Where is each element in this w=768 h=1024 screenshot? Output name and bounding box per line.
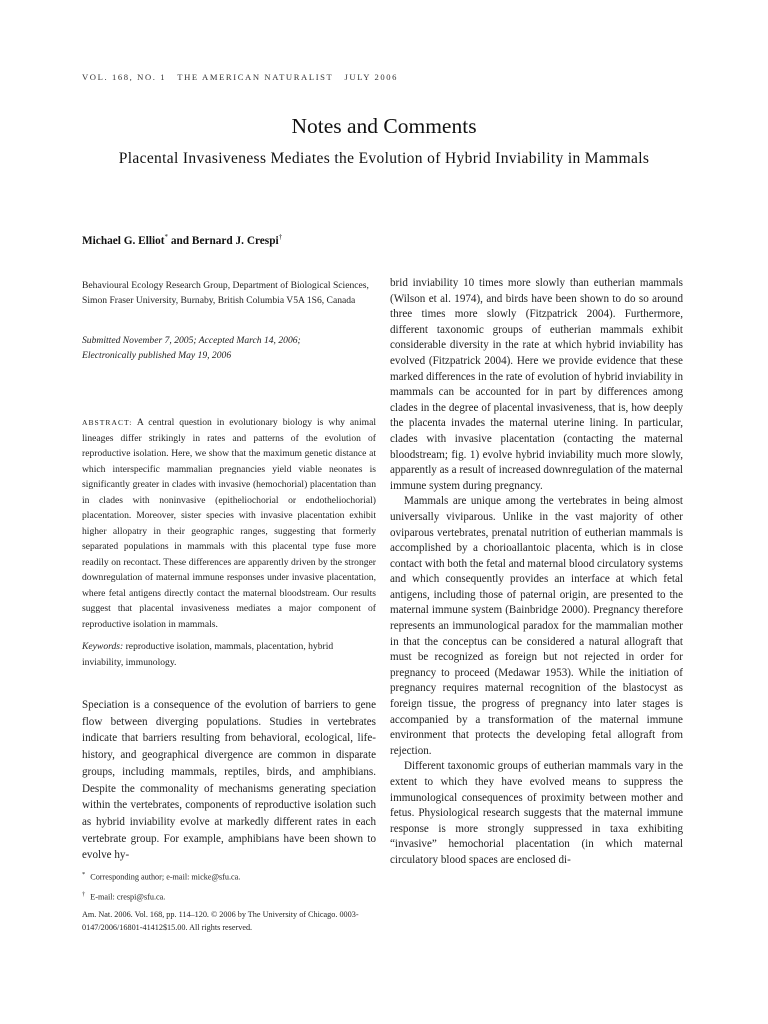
footnotes	[82, 868, 376, 938]
keywords-text: reproductive isolation, mammals, placentation, hybrid inviability, immunology.	[82, 641, 334, 668]
keywords-label: Keywords:	[82, 641, 124, 652]
footnote-mark: †	[278, 233, 283, 241]
abstract	[82, 415, 376, 632]
keywords	[82, 639, 376, 670]
body-text-left: Speciation is a consequence of the evolution of barriers to gene flow between diverging populations. Studies in vertebrates indicate that barriers resulting from behavioral, ecological, life-history, and geographical divergence are common in disparate groups, including mammals, reptiles, birds, and amphibians. Despite the commonality of mechanisms generating speciation within the vertebrates, components of reproductive isolation such as hybrid inviability evolve at markedly different rates in each vertebrate group. For example, amphibians have been shown to evolve hy-	[82, 699, 376, 862]
footnote-mark: *	[164, 233, 169, 241]
author-name: Bernard J. Crespi	[191, 234, 279, 247]
affiliation: Behavioural Ecology Research Group, Department of Biological Sciences, Simon Fraser University, Burnaby, British Columbia V5A 1S6, Canada	[82, 280, 369, 306]
citation-line: Am. Nat. 2006. Vol. 168, pp. 114–120. © 2006 by The University of Chicago. 0003-0147/2006/16801-41412$15.00. All rights reserved.	[82, 909, 359, 933]
section-title: Notes and Comments	[291, 114, 477, 138]
article-title: Placental Invasiveness Mediates the Evolution of Hybrid Inviability in Mammals	[118, 150, 650, 167]
paragraph: brid inviability 10 times more slowly than eutherian mammals (Wilson et al. 1974), and birds have been shown to do so around three times more slowly (Fitzpatrick 2004). Furthermore, different taxonomic groups of eutherian mammals exhibit considerable diversity in the rate at which hybrid inviability has evolved (Fitzpatrick 2004). Here we provide evidence that these marked differences in the rate of evolution of hybrid inviability in mammals can be accounted for in part by differences among clades in the degree of placental invasiveness, that is, how deeply the placenta invades the maternal uterine lining. In particular, clades with invasive placentation (contacting the maternal bloodstream; fig. 1) evolve hybrid inviability much more slowly, apparently as a result of increased downregulation of the maternal immune system during pregnancy.	[390, 277, 683, 492]
footnote	[82, 888, 376, 904]
submission-dates	[82, 333, 376, 363]
abstract-text: A central question in evolutionary biology is why animal lineages differ strikingly in rates and patterns of the evolution of reproductive isolation. Here, we show that the maximum genetic distance at which interspecific mammalian pregnancies yield viable neonates is significantly greater in clades with invasive (hemochorial) placentation than in clades with noninvasive (epitheliochorial or endotheliochorial) placentation. Moreover, sister species with invasive placentation exhibit higher allopatry in their geographic ranges, suggesting that formerly separated populations in mammals with this placental type fuse more readily on recontact. These differences are apparently driven by the stronger downregulation of maternal immune responses under invasive placentation, where fetal antigens directly contact the maternal bloodstream. Our results suggest that placental invasiveness mediates a major component of reproductive isolation in mammals.	[82, 417, 376, 630]
paragraph: Different taxonomic groups of eutherian mammals vary in the extent to which they have evolved means to suppress the immunological consequences of proximity between mother and fetus. Physiological research suggests that the maternal immune response is more strongly suppressed in taxa exhibiting “invasive” hemochorial placentation (in which maternal circulatory blood spaces are enclosed di-	[390, 760, 683, 866]
body-text-right	[390, 276, 683, 869]
submitted-date: Submitted November 7, 2005; Accepted March 14, 2006;	[82, 335, 301, 346]
footnote-mark: *	[82, 871, 86, 878]
footnote-text: Corresponding author; e-mail: micke@sfu.ca.	[90, 872, 241, 882]
author-joiner: and	[168, 234, 192, 247]
author-name: Michael G. Elliot	[82, 234, 165, 247]
footnote-text: E-mail: crespi@sfu.ca.	[90, 892, 166, 902]
running-header: VOL. 168, NO. 1 THE AMERICAN NATURALIST JULY 2006	[82, 72, 399, 82]
author-line	[82, 233, 282, 247]
footnote-mark: †	[82, 890, 86, 898]
abstract-label: ABSTRACT:	[82, 418, 133, 427]
paragraph: Mammals are unique among the vertebrates in being almost universally viviparous. Unlike in the vast majority of other oviparous vertebrates, prenatal nutrition of eutherian mammals is accomplished by a chorioallantoic placenta, which is in close contact with both the fetal and maternal blood circulatory systems and which consequently provides an interface at which fetal antigens, including those of paternal origin, are presented to the maternal immune system (Bainbridge 2000). Pregnancy therefore represents an immunological paradox for the mammalian mother in that the conceptus can be considered a natural allograft that must be recognized as foreign but not rejected in order for pregnancy to proceed (Medawar 1953). While the initiation of pregnancy requires maternal recognition of the blastocyst as foreign tissue, the progress of pregnancy into later stages is accompanied by a transformation of the maternal immune environment that protects the developing fetal allograft from rejection.	[390, 495, 683, 757]
published-date: Electronically published May 19, 2006	[82, 350, 232, 361]
footnote	[82, 868, 376, 884]
